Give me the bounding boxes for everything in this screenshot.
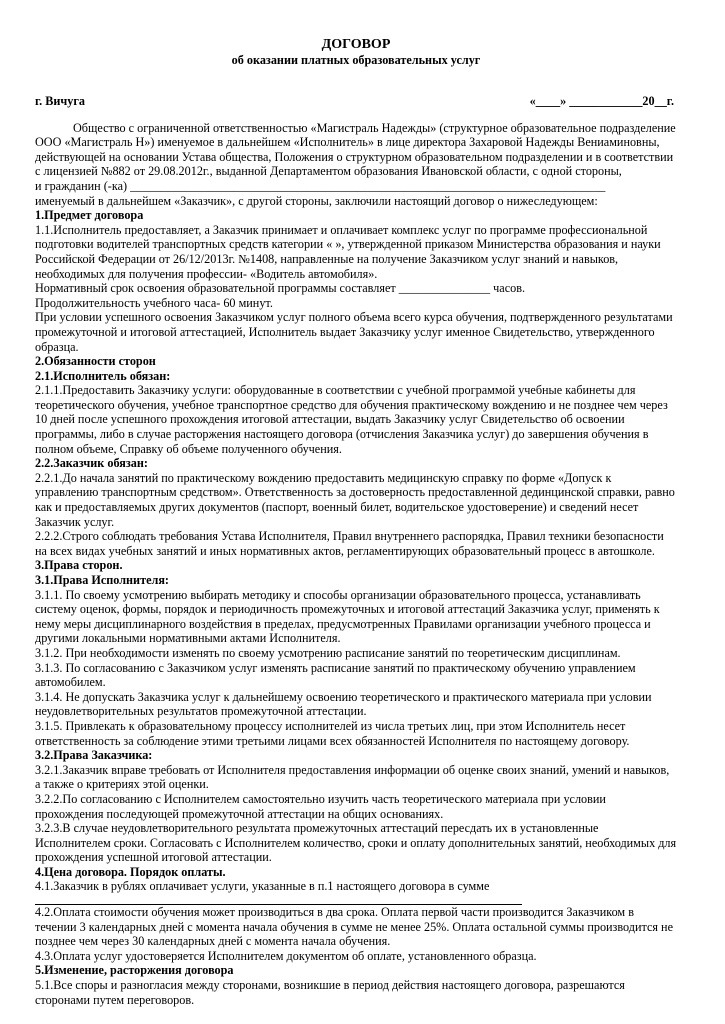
contract-body-continued bbox=[35, 905, 677, 1007]
section-heading: 3.2.Права Заказчика: bbox=[35, 748, 153, 763]
document-subtitle: об оказании платных образовательных услуг bbox=[231, 53, 481, 67]
section-heading: 4.Цена договора. Порядок оплаты. bbox=[35, 864, 226, 879]
section-heading: 1.Предмет договора bbox=[35, 208, 144, 223]
document-title: ДОГОВОР bbox=[321, 37, 391, 52]
section-heading: 3.Права сторон. bbox=[35, 558, 123, 573]
clause-paragraph: 3.1.3. По согласованию с Заказчиком услуг изменять расписание занятий по практическому обучению управлением автомобилем. bbox=[35, 660, 636, 690]
clause-paragraph: 3.1.4. Не допускать Заказчика услуг к дальнейшему освоению теоретического и практического материала при условии неудовлетворительных результатов промежуточной аттестации. bbox=[35, 689, 652, 719]
clause-paragraph: 2.2.1.До начала занятий по практическому вождению предоставить медицинскую справку по форме «Допуск к управлению транспортным средством». Ответственность за достоверность предоставленной дединцинской справки, равно как и предоставляемых других документов (паспорт, военный билет, водительское удостоверение) и сведений несет Заказчик услуг. bbox=[35, 470, 675, 529]
contract-date: «____» ____________20__г. bbox=[529, 94, 674, 108]
clause-paragraph: 3.2.1.Заказчик вправе требовать от Исполнителя предоставления информации об оценке своих знаний, умений и навыков, а также о критериях этой оценки. bbox=[35, 762, 670, 792]
clause-paragraph: Продолжительность учебного часа- 60 минут. bbox=[35, 295, 273, 310]
section-heading: 2.1.Исполнитель обязан: bbox=[35, 368, 171, 383]
preamble-paragraph: Общество с ограниченной ответственностью «Магистраль Надежды» (структурное образовательное подразделение ООО «Магистраль Н») именуемое в дальнейшем «Исполнитель» в лице директора Захаровой Надежды Вениаминовны, действующей на основании Устава общества, Положения о структурном образовательном подразделении и в соответствии с лицензией №882 от 29.08.2012г., выданной Департаментом образования Ивановской области, с одной стороны, bbox=[35, 120, 676, 179]
clause-paragraph: 2.2.2.Строго соблюдать требования Устава Исполнителя, Правил внутреннего распорядка, Правил техники безопасности на всех видах учебных занятий и иных нормативных актов, регламентирующих образовательный процесс в автошколе. bbox=[35, 529, 664, 558]
clause-paragraph: Нормативный срок освоения образовательной программы составляет _______________ часов. bbox=[35, 281, 526, 296]
clause-paragraph: 3.2.3.В случае неудовлетворительного результата промежуточных аттестаций пересдать их в установленные Исполнителем сроки. Согласовать с Исполнителем количество, сроки и оплату дополнительных занятий, необходимых для прохождения успешной итоговой аттестации. bbox=[35, 821, 677, 865]
clause-paragraph: При условии успешного освоения Заказчиком услуг полного объема всего курса обучения, подтвержденного результатами промежуточной и итоговой аттестацией, Исполнитель выдает Заказчику услуг именное Свидетельство, утвержденного образца. bbox=[35, 310, 673, 354]
section-heading: 5.Изменение, расторжения договора bbox=[35, 963, 234, 978]
section-heading: 2.Обязанности сторон bbox=[35, 354, 156, 369]
city: г. Вичуга bbox=[35, 94, 85, 108]
clause-paragraph: 3.1.1. По своему усмотрению выбирать методику и способы организации образовательного процесса, устанавливать систему оценок, формы, порядок и периодичность промежуточных и итоговой аттестаций Заказчика услуг, применять к нему меры дисциплинарного воздействия в пределах, предусмотренных Правилами организации учебного процесса и другими локальными нормативными актами Исполнителя. bbox=[35, 587, 660, 646]
clause-paragraph: 4.1.Заказчик в рублях оплачивает услуги, указанные в п.1 настоящего договора в сумме bbox=[35, 879, 490, 894]
section-heading: 2.2.Заказчик обязан: bbox=[35, 456, 148, 471]
clause-paragraph: 3.2.2.По согласованию с Исполнителем самостоятельно изучить часть теоретического материала при условии прохождения последующей промежуточной аттестации на общих основаниях. bbox=[35, 791, 606, 821]
place-date-row bbox=[35, 94, 677, 109]
clause-paragraph: 3.1.5. Привлекать к образовательному процессу исполнителей из числа третьих лиц, при этом Исполнитель несет ответственность за соблюдение этими третьими лицами всех обязанностей Исполнителя по настоящему договору. bbox=[35, 718, 630, 748]
clause-paragraph: 1.1.Исполнитель предоставляет, а Заказчик принимает и оплачивает комплекс услуг по программе профессиональной подготовки водителей транспортных средств категории « », утвержденной приказом Министерства образования и науки Российской Федерации от 26/12/2013г. №1408, направленные на получение Заказчиком услуг знаний и навыков, необходимых для получения профессии- «Водитель автомобиля». bbox=[35, 222, 661, 281]
clause-paragraph: 4.2.Оплата стоимости обучения может производиться в два срока. Оплата первой части производится Заказчиком в течении 3 календарных дней с момента начала обучения в сумме не менее 25%. Оплата остальной суммы производится не позднее чем через 30 календарных дней с момента начала обучения. bbox=[35, 905, 673, 949]
preamble-citizen-line: и гражданин (-ка) ______________________________________________________________________________ bbox=[35, 178, 606, 193]
contract-body bbox=[35, 208, 677, 894]
preamble-customer-line: именуемый в дальнейшем «Заказчик», с другой стороны, заключили настоящий договор о нижеследующем: bbox=[35, 193, 598, 208]
clause-paragraph: 4.3.Оплата услуг удостоверяется Исполнителем документом об оплате, установленного образца. bbox=[35, 948, 537, 963]
clause-paragraph: 2.1.1.Предоставить Заказчику услуги: оборудованные в соответствии с учебной программой учебные кабинеты для теоретического обучения, учебное транспортное средство для обучения практическому вождению и не позднее чем через 10 дней после успешного прохождения итоговой аттестации, выдать Заказчику услуг Свидетельство об освоении программы, либо в случае расторжения настоящего договора (отчисления Заказчика услуг) до завершения обучения в полном объеме, Справку об объеме полученного обучения. bbox=[35, 383, 668, 456]
section-heading: 3.1.Права Исполнителя: bbox=[35, 573, 169, 587]
clause-paragraph: 3.1.2. При необходимости изменять по своему усмотрению расписание занятий по теоретическим дисциплинам. bbox=[35, 645, 621, 660]
clause-paragraph: 5.1.Все споры и разногласия между сторонами, возникшие в период действия настоящего договора, разрешаются сторонами путем переговоров. bbox=[35, 978, 625, 1007]
